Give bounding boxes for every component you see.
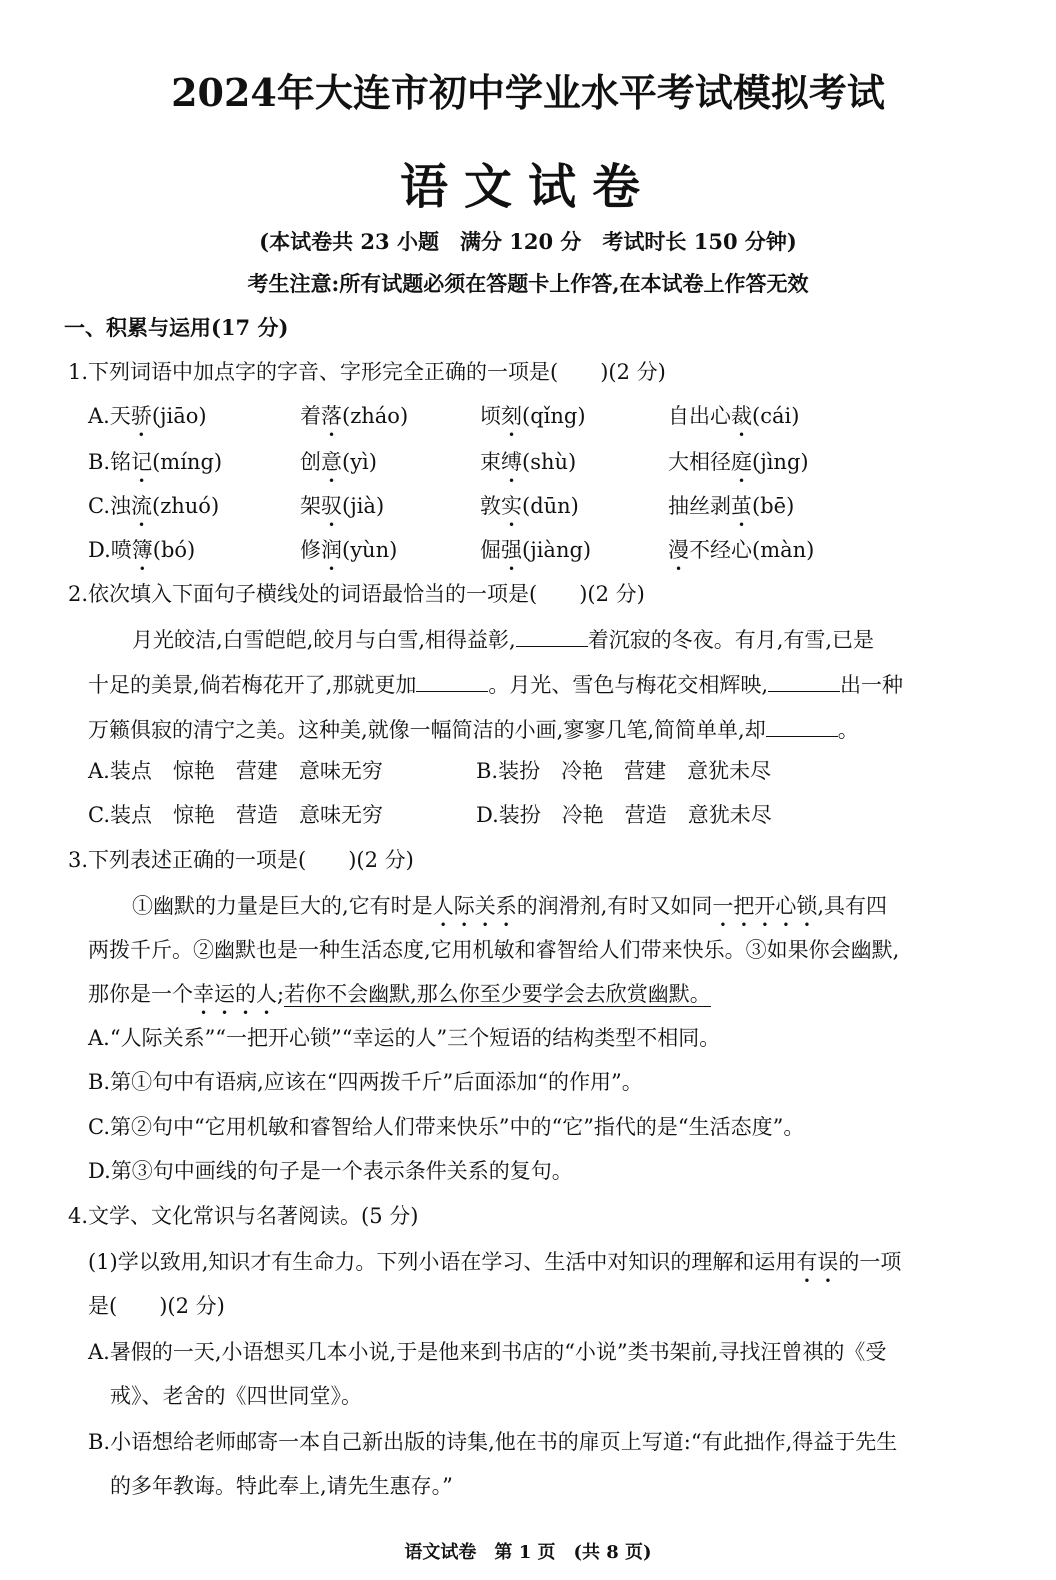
question-4-option-a-line-1: A.暑假的一天,小语想买几本小说,于是他来到书店的“小说”类书架前,寻找汪曾祺的《受 (88, 1340, 887, 1364)
emphasized-char: 漫 (668, 538, 689, 562)
question-1-option-a-word-1: A.天骄(jiāo) (88, 404, 207, 428)
question-3-option-b: B.第①句中有语病,应该在“四两拨千斤”后面添加“的作用”。 (88, 1070, 643, 1094)
pinyin: (dūn) (522, 494, 579, 518)
question-2-option-d: D.装扮 冷艳 营造 意犹未尽 (476, 803, 772, 827)
option-label: C. (88, 494, 110, 518)
blank-3 (768, 671, 840, 692)
blank-4 (766, 716, 838, 737)
question-1-option-d-word-1: D.喷簿(bó) (88, 538, 196, 562)
section-title: 一、积累与运用(17 分) (64, 315, 289, 340)
pinyin: (shù) (522, 450, 577, 474)
question-3-passage-line-3: 那你是一个幸运的人;若你不会幽默,那么你至少要学会去欣赏幽默。 (88, 982, 711, 1006)
question-1-option-c-word-2: 架驭(jià) (300, 494, 385, 518)
question-2-passage-line-3: 万籁俱寂的清宁之美。这种美,就像一幅简洁的小画,寥寥几笔,简简单单,却 。 (88, 718, 859, 742)
question-2-option-c: C.装点 惊艳 营造 意味无穷 (88, 803, 383, 827)
question-2-passage-line-1: 月光皎洁,白雪皑皑,皎月与白雪,相得益彰, 着沉寂的冬夜。有月,有雪,已是 (132, 628, 875, 652)
question-1-option-d-word-4: 漫不经心(màn) (668, 538, 815, 562)
option-label: B. (88, 450, 111, 474)
emphasis-renji-guanxi: 人际关系 (432, 894, 517, 918)
question-1-stem: 1.下列词语中加点字的字音、字形完全正确的一项是( )(2 分) (68, 360, 666, 384)
pinyin: (cái) (752, 404, 800, 428)
emphasized-char: 实 (501, 494, 522, 518)
question-3-option-c: C.第②句中“它用机敏和睿智给人们带来快乐”中的“它”指代的是“生活态度”。 (88, 1115, 805, 1139)
pinyin: (màn) (752, 538, 815, 562)
pinyin: (yì) (342, 450, 377, 474)
emphasized-char: 裁 (731, 404, 752, 428)
emphasized-char: 簿 (131, 538, 153, 562)
exam-title: 2024年大连市初中学业水平考试模拟考试 (171, 70, 885, 115)
pinyin: (bē) (752, 494, 795, 518)
question-3-passage-line-1: ①幽默的力量是巨大的,它有时是人际关系的润滑剂,有时又如同一把开心锁,具有四 (132, 894, 888, 918)
pinyin: (zhuó) (152, 494, 220, 518)
question-1-option-b-word-1: B.铭记(míng) (88, 450, 223, 474)
question-4-sub1-line-1: (1)学以致用,知识才有生命力。下列小语在学习、生活中对知识的理解和运用有误的一项 (88, 1250, 902, 1274)
page-footer: 语文试卷 第 1 页 (共 8 页) (404, 1542, 652, 1563)
question-1-option-b-word-2: 创意(yì) (300, 450, 377, 474)
emphasized-char: 记 (131, 450, 153, 474)
pinyin: (jiāo) (151, 404, 207, 428)
question-2-option-a: A.装点 惊艳 营建 意味无穷 (88, 759, 383, 783)
question-1-option-b-word-3: 束缚(shù) (480, 450, 577, 474)
emphasized-char: 缚 (501, 450, 522, 474)
emphasized-char: 强 (501, 538, 522, 562)
exam-subtitle: 语文试卷 (399, 159, 656, 215)
emphasized-char: 润 (321, 538, 342, 562)
blank-1 (516, 626, 588, 647)
option-label: D. (88, 538, 111, 562)
pinyin: (jià) (342, 494, 385, 518)
pinyin: (míng) (152, 450, 223, 474)
pinyin: (qǐng) (522, 404, 586, 428)
question-4-sub1-line-2: 是( )(2 分) (88, 1294, 225, 1318)
pinyin: (jìng) (752, 450, 809, 474)
question-3-option-d: D.第③句中画线的句子是一个表示条件关系的复句。 (88, 1159, 573, 1183)
emphasized-char: 茧 (731, 494, 752, 518)
question-1-option-c-word-4: 抽丝剥茧(bē) (668, 494, 795, 518)
pinyin: (bó) (152, 538, 196, 562)
emphasized-char: 落 (321, 404, 342, 428)
blank-2 (416, 671, 488, 692)
question-1-option-b-word-4: 大相径庭(jìng) (668, 450, 809, 474)
question-2-option-b: B.装扮 冷艳 营建 意犹未尽 (476, 759, 772, 783)
question-4-option-b-line-1: B.小语想给老师邮寄一本自己新出版的诗集,他在书的扉页上写道:“有此拙作,得益于先生 (88, 1430, 898, 1454)
emphasized-char: 庭 (731, 450, 752, 474)
emphasized-char: 流 (131, 494, 152, 518)
pinyin: (yùn) (342, 538, 398, 562)
question-4-option-b-line-2: 的多年教诲。特此奉上,请先生惠存。” (110, 1474, 453, 1498)
question-3-stem: 3.下列表述正确的一项是( )(2 分) (68, 848, 414, 872)
question-1-option-d-word-3: 倔强(jiàng) (480, 538, 592, 562)
question-1-option-c-word-3: 敦实(dūn) (480, 494, 579, 518)
question-1-option-c-word-1: C.浊流(zhuó) (88, 494, 220, 518)
question-1-option-d-word-2: 修润(yùn) (300, 538, 398, 562)
emphasis-kaixin-suo: 一把开心锁 (712, 894, 818, 918)
question-4-stem: 4.文学、文化常识与名著阅读。(5 分) (68, 1204, 419, 1228)
question-1-option-a-word-4: 自出心裁(cái) (668, 404, 800, 428)
emphasis-xingyun-ren: 幸运的人 (193, 982, 277, 1006)
exam-notice: 考生注意:所有试题必须在答题卡上作答,在本试卷上作答无效 (247, 271, 809, 296)
pinyin: (zháo) (342, 404, 409, 428)
question-3-option-a: A.“人际关系”“一把开心锁”“幸运的人”三个短语的结构类型不相同。 (88, 1026, 721, 1050)
emphasized-char: 刻 (501, 404, 522, 428)
underlined-sentence: 若你不会幽默,那么你至少要学会去欣赏幽默。 (284, 982, 711, 1006)
question-2-stem: 2.依次填入下面句子横线处的词语最恰当的一项是( )(2 分) (68, 582, 645, 606)
emphasized-char: 骄 (130, 404, 152, 428)
question-1-option-a-word-3: 顷刻(qǐng) (480, 404, 586, 428)
question-3-passage-line-2: 两拨千斤。②幽默也是一种生活态度,它用机敏和睿智给人们带来快乐。③如果你会幽默, (88, 938, 900, 962)
pinyin: (jiàng) (522, 538, 592, 562)
question-2-passage-line-2: 十足的美景,倘若梅花开了,那就更加 。月光、雪色与梅花交相辉映, 出一种 (88, 673, 904, 697)
option-label: A. (88, 404, 110, 428)
emphasized-char: 意 (321, 450, 342, 474)
emphasis-youwu: 有误 (796, 1250, 839, 1274)
question-1-option-a-word-2: 着落(zháo) (300, 404, 409, 428)
emphasized-char: 驭 (321, 494, 342, 518)
exam-info: (本试卷共 23 小题 满分 120 分 考试时长 150 分钟) (259, 229, 797, 254)
question-4-option-a-line-2: 戒》、老舍的《四世同堂》。 (110, 1384, 362, 1408)
